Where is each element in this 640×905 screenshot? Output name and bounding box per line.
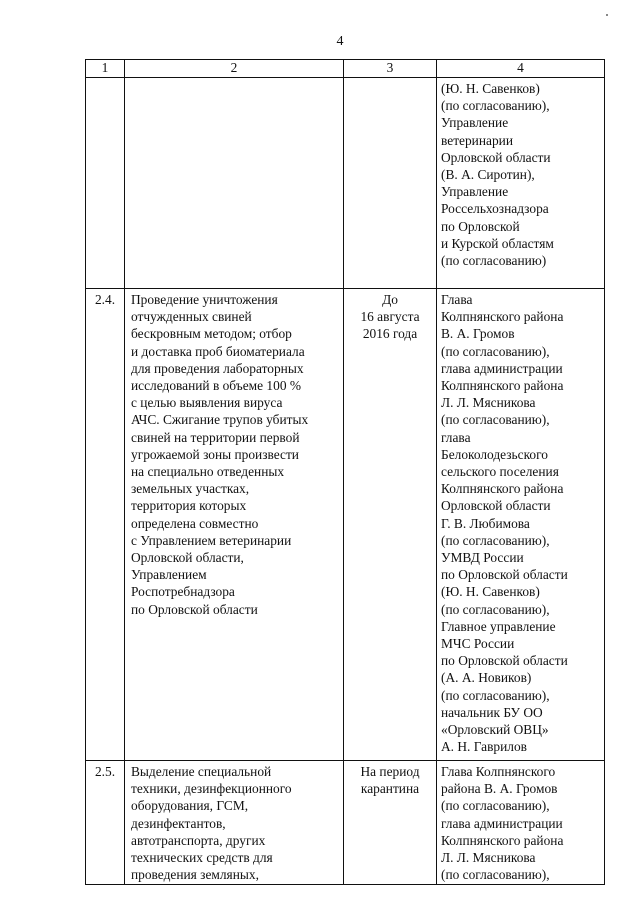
measure-description [125,761,344,885]
table-row [86,289,605,761]
responsible-parties [437,78,605,289]
text-line: свиней на территории первой [131,429,300,445]
text-line: Глава Колпнянского [441,764,556,779]
text-line: (по согласованию), [441,98,550,114]
row-number [86,78,125,289]
text-line: (по согласованию) [441,253,547,269]
text-line: Глава [441,292,473,307]
table-row [86,78,605,289]
text-line: Роспотребнадзора [131,584,235,600]
header-cell-2: 2 [125,60,344,78]
text-line: с Управлением ветеринарии [131,532,292,548]
text-line: 16 августа [360,309,420,325]
text-line: Белоколодезьского [441,446,548,462]
text-line: определена совместно [131,515,259,531]
text-line: Колпнянского района [441,378,564,394]
text-line: Выделение специальной [131,764,272,779]
text-line: Г. В. Любимова [441,515,530,531]
text-line: Орловской области, [131,550,244,566]
text-line: сельского поселения [441,464,559,480]
text-line: бескровным методом; отбор [131,326,292,342]
text-line: На период [360,764,420,779]
text-line: по Орловской области [441,567,568,583]
measure-deadline [344,78,437,289]
text-line: Управлением [131,567,207,583]
measure-deadline [344,761,437,885]
header-cell-4: 4 [437,60,605,78]
text-line: технических средств для [131,850,273,866]
text-line: (А. А. Новиков) [441,670,532,686]
text-line: земельных участках, [131,481,250,497]
responsible-parties [437,289,605,761]
text-line: отчужденных свиней [131,309,252,325]
text-line: с целью выявления вируса [131,395,283,411]
text-line: глава администрации [441,360,563,376]
text-line: и Курской областям [441,235,554,251]
table-header-row [86,60,605,78]
header-cell-1: 1 [86,60,125,78]
text-line: Проведение уничтожения [131,292,278,307]
text-line: До [382,292,398,307]
page-number: 4 [336,34,344,49]
text-line: Россельхознадзора [441,201,549,217]
text-line: по Орловской области [131,601,258,617]
text-line: территория которых [131,498,247,514]
text-line: Колпнянского района [441,309,564,325]
text-line: 2016 года [362,326,418,342]
text-line: А. Н. Гаврилов [441,739,527,755]
text-line: (по согласованию), [441,687,550,703]
text-line: «Орловский ОВЦ» [441,722,549,738]
measure-deadline [344,289,437,761]
text-line: МЧС России [441,636,515,652]
text-line: В. А. Громов [441,326,515,342]
text-line: (по согласованию), [441,798,550,814]
text-line: техники, дезинфекционного [131,781,292,797]
row-number: 2.5. [86,761,125,885]
text-line: оборудования, ГСМ, [131,798,249,814]
text-line: Л. Л. Мясникова [441,850,536,866]
text-line: (по согласованию), [441,343,550,359]
row-number: 2.4. [86,289,125,761]
text-line: по Орловской [441,218,520,234]
text-line: Орловской области [441,498,551,514]
text-line: исследований в объеме 100 % [131,378,302,394]
text-line: (по согласованию), [441,532,550,548]
text-line: автотранспорта, других [131,832,266,848]
header-cell-3: 3 [344,60,437,78]
measure-description [125,78,344,289]
text-line: Орловской области [441,149,551,165]
text-line: карантина [360,781,420,797]
text-line: Л. Л. Мясникова [441,395,536,411]
text-line: (по согласованию), [441,601,550,617]
text-line: АЧС. Сжигание трупов убитых [131,412,309,428]
text-line: Главное управление [441,618,556,634]
table-row [86,761,605,885]
text-line: Управление [441,115,509,131]
text-line: начальник БУ ОО [441,704,543,720]
text-line: (по согласованию), [441,867,550,883]
text-line: на специально отведенных [131,464,285,480]
text-line: проведения земляных, [131,867,259,883]
text-line: (по согласованию), [441,412,550,428]
text-line: и доставка проб биоматериала [131,343,305,359]
text-line: угрожаемой зоны произвести [131,446,299,462]
text-line: Колпнянского района [441,832,564,848]
text-line: глава [441,429,471,445]
text-line: (В. А. Сиротин), [441,167,535,183]
text-line: глава администрации [441,815,563,831]
measures-table [85,59,605,885]
text-line: (Ю. Н. Савенков) [441,584,540,600]
scan-speck [606,14,608,16]
text-line: (Ю. Н. Савенков) [441,81,540,96]
text-line: района В. А. Громов [441,781,558,797]
text-line: по Орловской области [441,653,568,669]
responsible-parties [437,761,605,885]
text-line: Управление [441,184,509,200]
text-line: УМВД России [441,550,524,566]
text-line: ветеринарии [441,132,513,148]
text-line: Колпнянского района [441,481,564,497]
text-line: дезинфектантов, [131,815,226,831]
measure-description [125,289,344,761]
text-line: для проведения лабораторных [131,360,304,376]
